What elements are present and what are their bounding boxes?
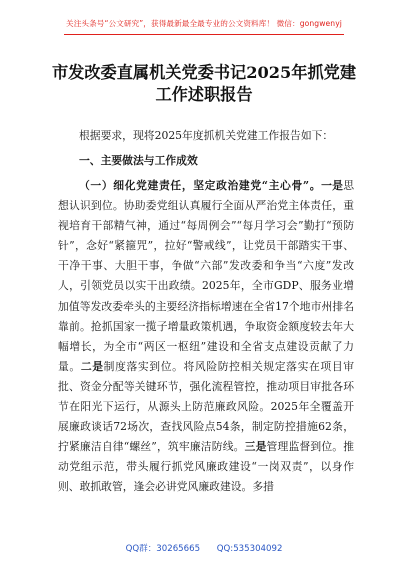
footer-qq-number: QQ:535304092 (216, 544, 283, 554)
lead-point-2: 二是 (80, 359, 104, 373)
intro-paragraph: 根据要求，现将2025年度抓机关党建工作报告如下： (79, 129, 334, 142)
point-1-text: 思想认识到位。协助委党组认真履行全面从严治党主体责任，重视培育干部精气神，通过“每周例会”“每月学习会”勤打“预防针”，念好“紧箍咒”，拉好“警戒线”，让党员干部踏实干事、干净干事、大胆干事，争做“六部”发改委和争当“六度”发改人，引领党员以实干出政绩。2025年，全市GDP、服务业增加值等发改委牵头的主要经济指标增速在全省17个地市州排名靠前。抢抓国家一揽子增量政策机遇，争取资金额度较去年大幅增长，为全市“两区一枢纽”建设和全省支点建设贡献了力量。 (58, 179, 354, 373)
footer-qq-group: QQ群：30265665 (125, 544, 201, 554)
lead-point-1: 一是 (321, 179, 344, 192)
header-divider (64, 34, 344, 35)
point-2-text: 制度落实到位。将风险防控相关规定落实在项目审批、资金分配等关键环节，强化流程管控，推动项目审批各环节在阳光下运行，从源头上防范廉政风险。2025年全覆盖开展廉政谈话72场次，查找风险点54条，制定防控措施62条，拧紧廉洁自律“螺丝”，筑牢廉洁防线。 (58, 359, 354, 454)
section-heading: 一、主要做法与工作成效 (79, 154, 198, 167)
body-paragraph (58, 176, 354, 521)
footer-contact (0, 542, 408, 554)
lead-point-3: 三是 (244, 440, 267, 454)
header-banner: 关注头条号“公文研究”，获得最新最全最专业的公文资料库！ 微信：gongwenyj (66, 19, 342, 28)
document-title: 市发改委直属机关党委书记2025年抓党建工作述职报告 (51, 63, 357, 104)
sub-heading: （一）细化党建责任，坚定政治建党“主心骨”。 (79, 179, 322, 192)
point-3-text: 管理监督到位。推动党组示范，带头履行抓党风廉政建设“一岗双责”，以身作则、敢抓敢管，逢会必讲党风廉政建设。多措 (58, 440, 354, 494)
